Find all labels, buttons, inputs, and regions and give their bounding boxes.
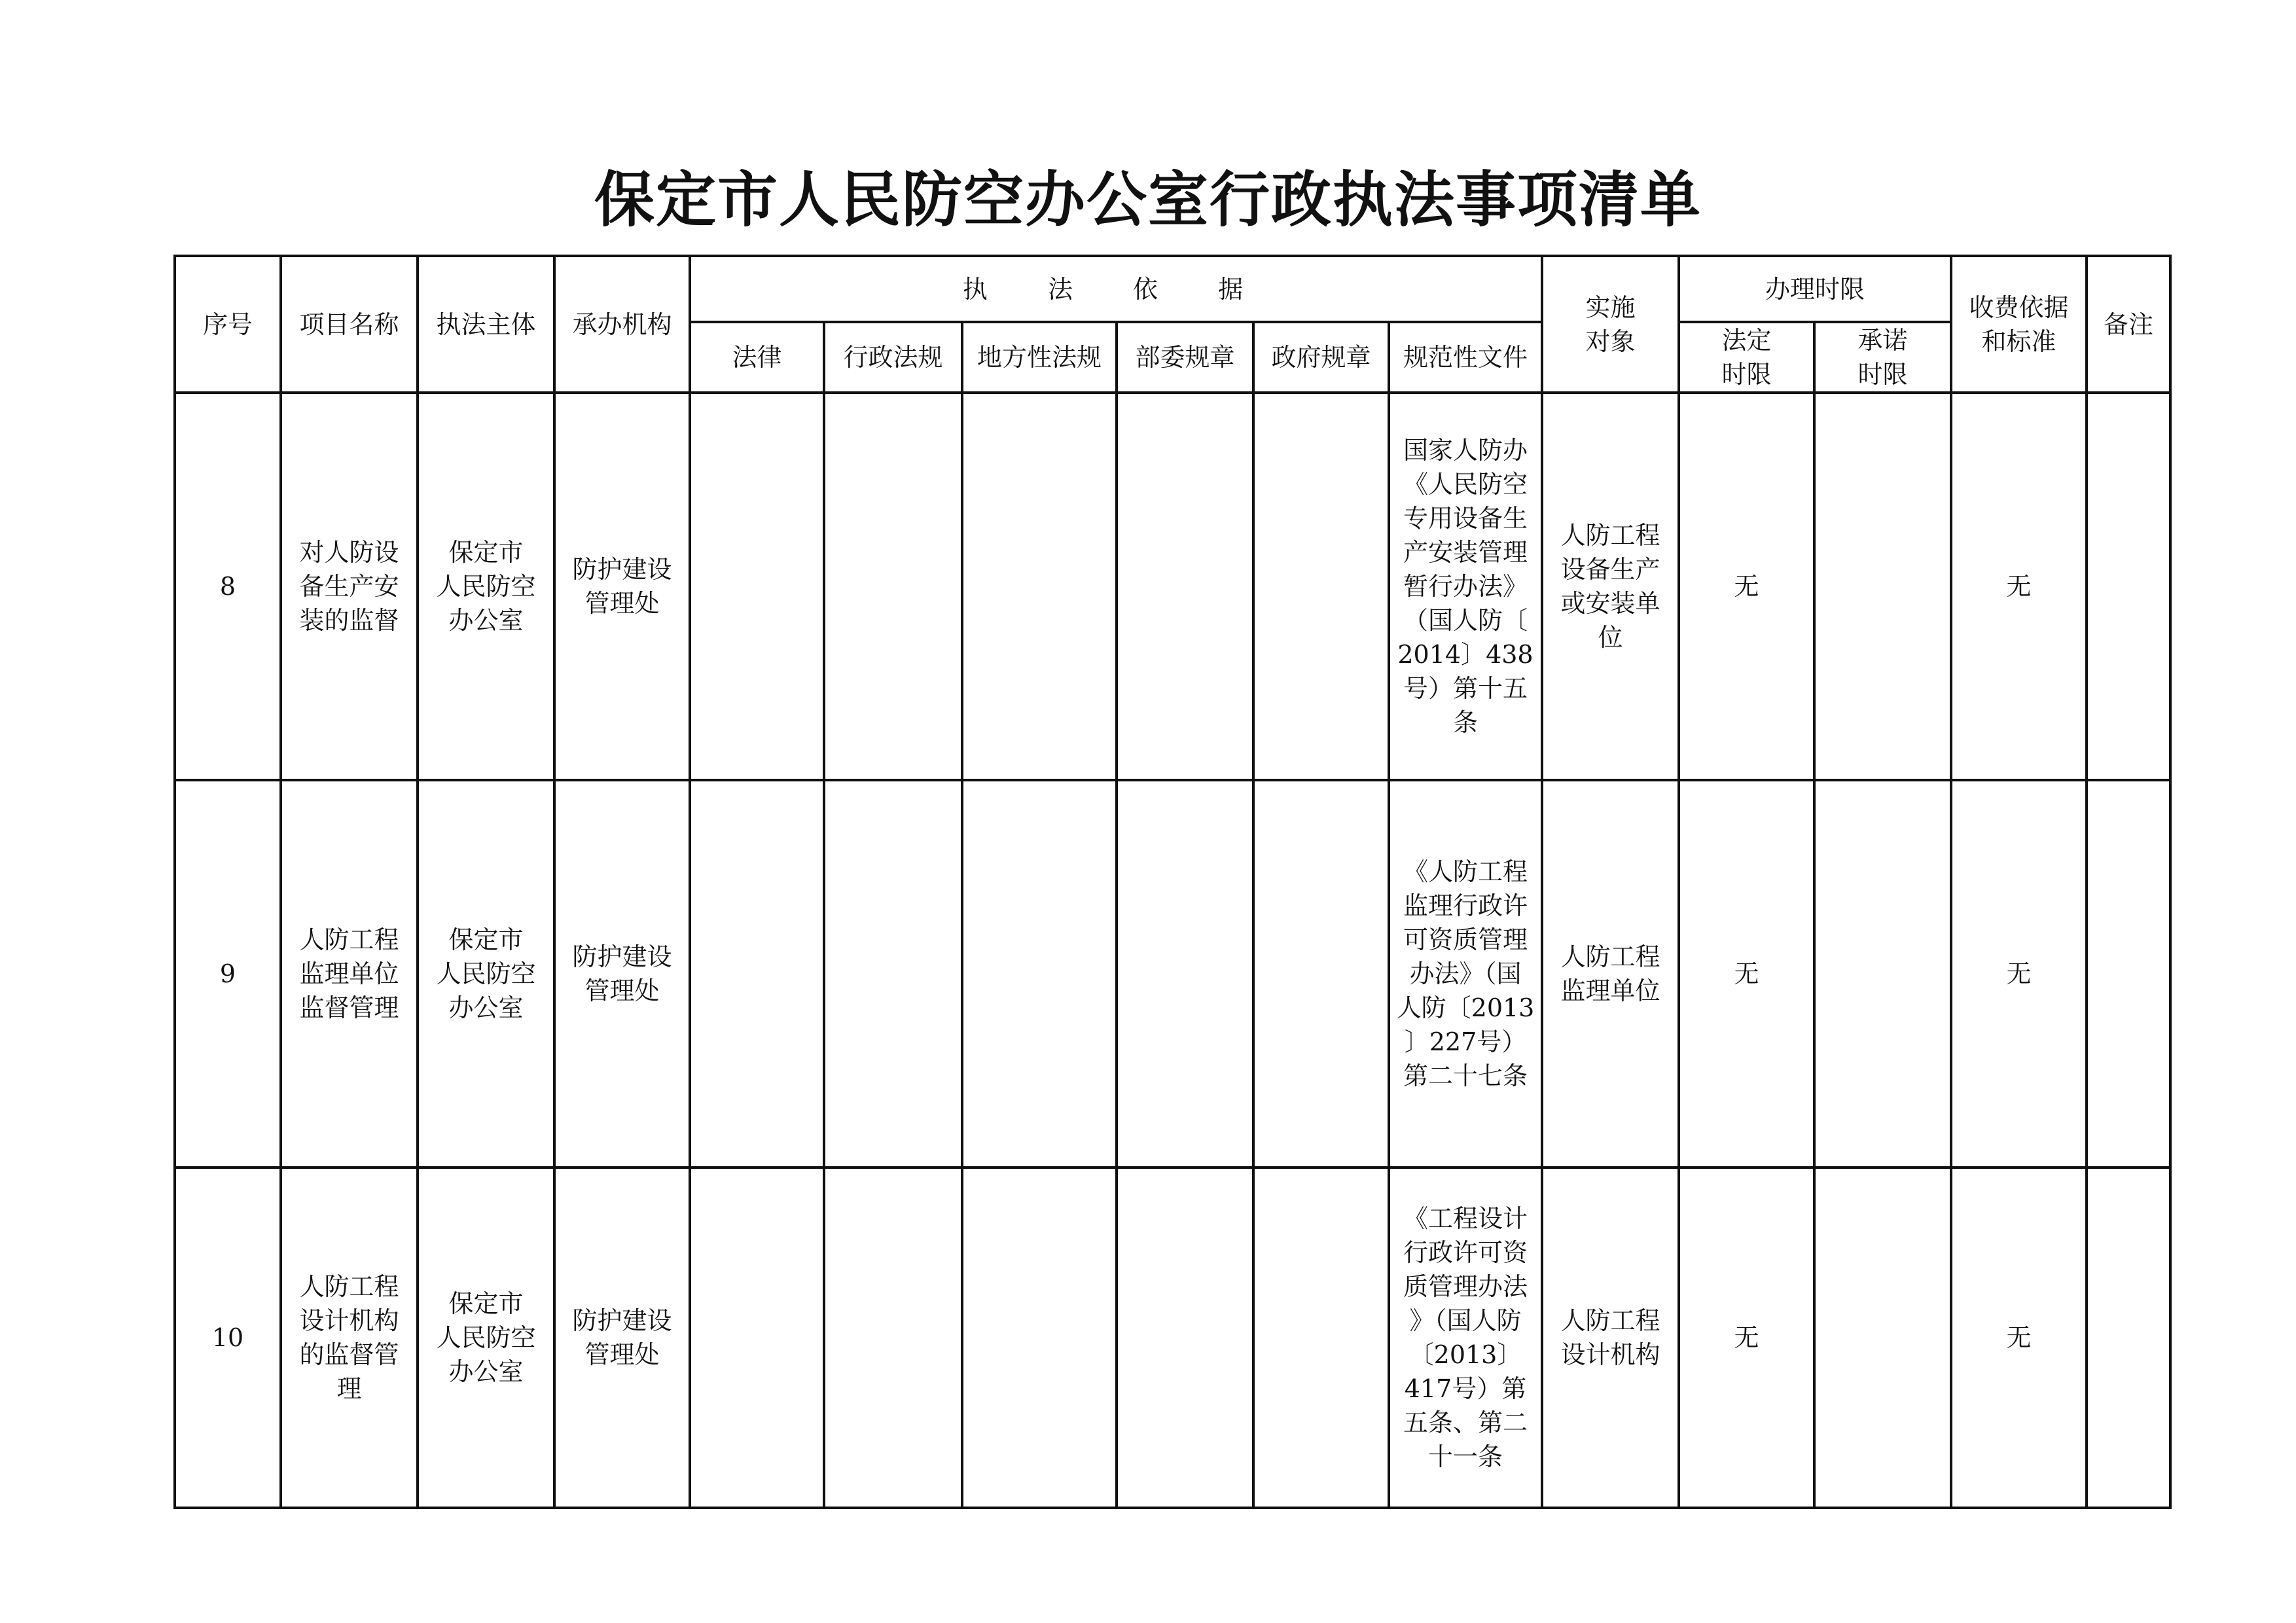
cell-name: 人防工程 设计机构 的监督管 理 [281, 1168, 418, 1508]
cell-subject: 保定市 人民防空 办公室 [418, 780, 554, 1168]
cell-local-reg [962, 780, 1117, 1168]
header-subject: 执法主体 [418, 256, 554, 393]
cell-law [690, 393, 824, 780]
header-basis: 执 法 依 据 [690, 256, 1542, 322]
cell-fee: 无 [1951, 1168, 2087, 1508]
cell-legal-limit: 无 [1679, 780, 1814, 1168]
cell-target: 人防工程 设备生产 或安装单 位 [1542, 393, 1679, 780]
cell-gov-rule [1253, 393, 1389, 780]
cell-law [690, 780, 824, 1168]
cell-admin-reg [824, 393, 962, 780]
cell-seq: 9 [175, 780, 281, 1168]
cell-target: 人防工程 设计机构 [1542, 1168, 1679, 1508]
cell-remark [2087, 393, 2170, 780]
enforcement-items-table [173, 255, 2172, 1509]
cell-norm-doc: 国家人防办 《人民防空 专用设备生 产安装管理 暂行办法》 （国人防〔 2014〕438 号）第十五 条 [1389, 393, 1542, 780]
header-fee: 收费依据 和标准 [1951, 256, 2087, 393]
cell-fee: 无 [1951, 393, 2087, 780]
header-local-reg: 地方性法规 [962, 322, 1117, 393]
header-promise-limit: 承诺 时限 [1814, 322, 1951, 393]
header-org: 承办机构 [554, 256, 690, 393]
header-dept-rule: 部委规章 [1117, 322, 1253, 393]
cell-subject: 保定市 人民防空 办公室 [418, 1168, 554, 1508]
cell-legal-limit: 无 [1679, 1168, 1814, 1508]
cell-remark [2087, 1168, 2170, 1508]
cell-local-reg [962, 1168, 1117, 1508]
cell-law [690, 1168, 824, 1508]
cell-name: 对人防设 备生产安 装的监督 [281, 393, 418, 780]
cell-seq: 10 [175, 1168, 281, 1508]
cell-promise-limit [1814, 780, 1951, 1168]
table-row [175, 393, 2170, 780]
cell-legal-limit: 无 [1679, 393, 1814, 780]
header-name: 项目名称 [281, 256, 418, 393]
cell-dept-rule [1117, 780, 1253, 1168]
header-time-limit: 办理时限 [1679, 256, 1951, 322]
cell-promise-limit [1814, 393, 1951, 780]
header-remark: 备注 [2087, 256, 2170, 393]
header-gov-rule: 政府规章 [1253, 322, 1389, 393]
cell-name: 人防工程 监理单位 监督管理 [281, 780, 418, 1168]
cell-target: 人防工程 监理单位 [1542, 780, 1679, 1168]
header-legal-limit: 法定 时限 [1679, 322, 1814, 393]
cell-org: 防护建设 管理处 [554, 1168, 690, 1508]
header-admin-reg: 行政法规 [824, 322, 962, 393]
cell-norm-doc: 《人防工程 监理行政许 可资质管理 办法》（国 人防〔2013 〕227号） 第二十七条 [1389, 780, 1542, 1168]
header-row [175, 256, 2170, 322]
cell-norm-doc: 《工程设计 行政许可资 质管理办法 》（国人防 〔2013〕 417号）第 五条、第二 十一条 [1389, 1168, 1542, 1508]
header-law: 法律 [690, 322, 824, 393]
cell-seq: 8 [175, 393, 281, 780]
cell-org: 防护建设 管理处 [554, 393, 690, 780]
cell-fee: 无 [1951, 780, 2087, 1168]
cell-gov-rule [1253, 780, 1389, 1168]
header-target: 实施 对象 [1542, 256, 1679, 393]
cell-promise-limit [1814, 1168, 1951, 1508]
page-title: 保定市人民防空办公室行政执法事项清单 [594, 164, 1702, 235]
cell-subject: 保定市 人民防空 办公室 [418, 393, 554, 780]
header-seq: 序号 [175, 256, 281, 393]
table-row [175, 1168, 2170, 1508]
cell-dept-rule [1117, 1168, 1253, 1508]
cell-admin-reg [824, 780, 962, 1168]
cell-gov-rule [1253, 1168, 1389, 1508]
table-row [175, 780, 2170, 1168]
cell-admin-reg [824, 1168, 962, 1508]
cell-dept-rule [1117, 393, 1253, 780]
cell-local-reg [962, 393, 1117, 780]
cell-remark [2087, 780, 2170, 1168]
cell-org: 防护建设 管理处 [554, 780, 690, 1168]
header-norm-doc: 规范性文件 [1389, 322, 1542, 393]
